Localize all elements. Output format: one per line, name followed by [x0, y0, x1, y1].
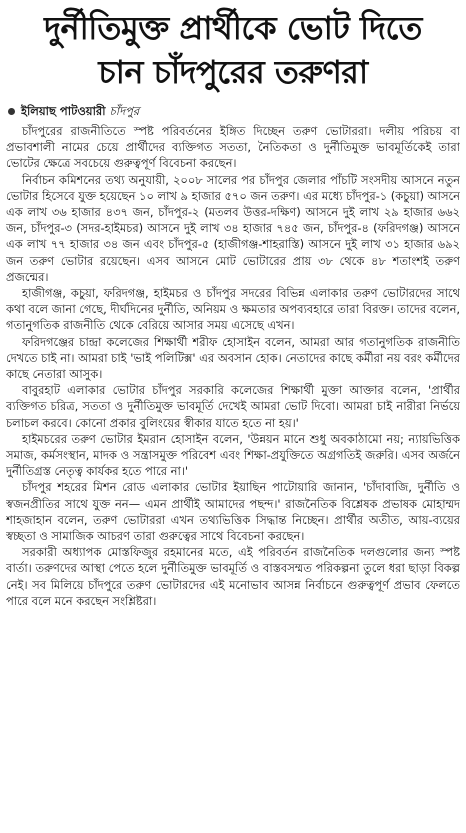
byline-place: চাঁদপুর: [109, 104, 140, 118]
paragraph-3: হাজীগঞ্জ, কচুয়া, ফরিদগঞ্জ, হাইমচর ও চাঁদপুর সদরের বিভিন্ন এলাকার তরুণ ভোটারদের সাথে কথা বলে জানা গেছে, দীর্ঘদিনের দুর্নীতি, অনিয়ম ও ক্ষমতার অপব্যবহারে তারা বিরক্ত। তাদের বলেন, গতানুগতিক রাজনীতি থেকে বেরিয়ে আসার সময় এসেছে এখন।: [6, 286, 460, 333]
paragraph-6: হাইমচরের তরুণ ভোটার ইমরান হোসাইন বলেন, 'উন্নয়ন মানে শুধু অবকাঠামো নয়; ন্যায়ভিত্তিক সমাজ, কর্মসংস্থান, মাদক ও সন্ত্রাসমুক্ত পরিবেশ এবং শিক্ষা-প্রযুক্তিতে অগ্রগতিই জরুরি। এসব অর্জনে দুর্নীতিগ্রস্ত নেতৃত্ব কার্যকর হতে পারে না।': [6, 431, 460, 479]
paragraph-4: ফরিদগঞ্জের চান্দ্রা কলেজের শিক্ষার্থী শরীফ হোসাইন বলেন, আমরা আর গতানুগতিক রাজনীতি দেখতে চাই না। আমরা চাই 'ভাই পলিটিক্স' এর অবসান হোক। নেতাদের কাছে কর্মীরা নয় বরং কর্মীদের কাছে নেতারা আসুক।: [6, 334, 460, 382]
news-article: [6, 6, 460, 827]
byline: [6, 104, 460, 119]
bullet-icon: [8, 108, 15, 115]
headline-line-1: দুর্নীতিমুক্ত প্রার্থীকে ভোট দিতে: [44, 9, 422, 47]
headline: [6, 6, 460, 94]
paragraph-1: চাঁদপুরের রাজনীতিতে স্পষ্ট পরিবর্তনের ইঙ্গিত দিচ্ছেন তরুণ ভোটাররা। দলীয় পরিচয় বা প্রভাবশালী নামের চেয়ে প্রার্থীদের ব্যক্তিগত সততা, নৈতিকতা ও দুর্নীতিমুক্ত ভাবমূর্তিকেই তারা ভোটের ক্ষেত্রে সবচেয়ে গুরুত্বপূর্ণ বিবেচনা করছেন।: [6, 124, 460, 171]
paragraph-7: চাঁদপুর শহরের মিশন রোড এলাকার ভোটার ইয়াছিন পাটোয়ারি জানান, 'চাঁদাবাজি, দুর্নীতি ও স্বজনপ্রীতির সাথে যুক্ত নন— এমন প্রার্থীই আমাদের পছন্দ।' রাজনৈতিক বিশ্লেষক প্রভাষক মোহাম্মদ শাহজাহান বলেন, তরুণ ভোটাররা এখন তথ্যভিত্তিক সিদ্ধান্ত নিচ্ছেন। প্রার্থীর অতীত, আয়-ব্যয়ের স্বচ্ছতা ও সামাজিক আচরণ তারা গুরুত্বের সাথে বিবেচনা করছেন।: [6, 480, 460, 544]
article-body: [6, 123, 460, 609]
headline-line-2: চান চাঁদপুরের তরুণরা: [98, 53, 368, 91]
paragraph-5: বাবুরহাট এলাকার ভোটার চাঁদপুর সরকারি কলেজের শিক্ষার্থী মুক্তা আক্তার বলেন, 'প্রার্থীর ব্যক্তিগত চরিত্র, সততা ও দুর্নীতিমুক্ত ভাবমূর্তি দেখেই আমরা ভোট দিবো। আমরা চাই নারীরা নির্ভয়ে চলাচল করবে। কোনো প্রকার বুলিংয়ের স্বীকার যাতে হতে না হয়।': [6, 383, 460, 430]
byline-author: ইলিয়াছ পাটওয়ারী: [21, 104, 106, 118]
paragraph-2: নির্বাচন কমিশনের তথ্য অনুযায়ী, ২০০৮ সালের পর চাঁদপুর জেলার পাঁচটি সংসদীয় আসনে নতুন ভোটার হিসেবে যুক্ত হয়েছেন ১০ লাখ ৯ হাজার ৫৭০ জন তরুণ। এর মধ্যে চাঁদপুর-১ (কচুয়া) আসনে এক লাখ ৩৬ হাজার ৪৩৭ জন, চাঁদপুর-২ (মতলব উত্তর-দক্ষিণ) আসনে দুই লাখ ২৯ হাজার ৬৬২ জন, চাঁদপুর-৩ (সদর-হাইমচর) আসনে দুই লাখ ৩৪ হাজার ৭৪৫ জন, চাঁদপুর-৪ (ফরিদগঞ্জ) আসনে এক লাখ ৭৭ হাজার ৩৪ জন এবং চাঁদপুর-৫ (হাজীগঞ্জ-শাহরাস্তি) আসনে দুই লাখ ৩১ হাজার ৬৯২ জন তরুণ ভোটার রয়েছেন। এসব আসনে মোট ভোটারের প্রায় ৩৮ থেকে ৪৮ শতাংশই তরুণ প্রজন্মের।: [6, 172, 460, 284]
paragraph-8: সরকারী অধ্যাপক মোস্তফিজুর রহমানের মতে, এই পরিবর্তন রাজনৈতিক দলগুলোর জন্য স্পষ্ট বার্তা। তরুণদের আস্থা পেতে হলে দুর্নীতিমুক্ত ভাবমূর্তি ও বাস্তবসম্মত পরিকল্পনা তুলে ধরা ছাড়া বিকল্প নেই। সব মিলিয়ে চাঁদপুরে তরুণ ভোটারদের এই মনোভাব আসন্ন নির্বাচনে গুরুত্বপূর্ণ প্রভাব ফেলতে পারে বলে মনে করছেন সংশ্লিষ্টরা।: [6, 545, 460, 608]
